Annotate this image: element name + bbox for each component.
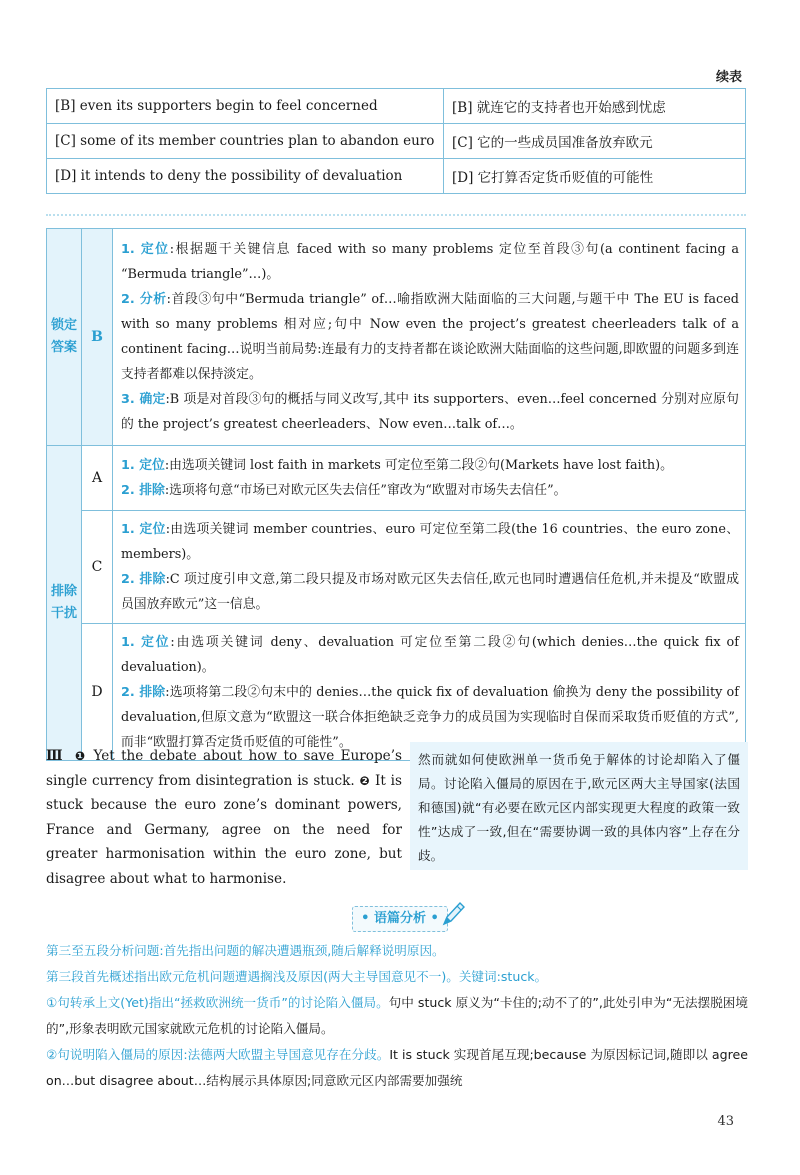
step: 3. 确定:B 项是对首段③句的概括与同义改写,其中 its supporters、even…feel concerned 分别对应原句的 the project’s greatest cheerleaders、Now even…talk of…。 [121, 392, 739, 432]
distractor-explanation [113, 624, 746, 761]
analysis-line: 第三至五段分析问题:首先指出问题的解决遭遇瓶颈,随后解释说明原因。 [46, 943, 445, 958]
paragraph-number: Ⅲ [46, 748, 65, 764]
option-zh: [D] 它打算否定货币贬值的可能性 [444, 159, 746, 194]
step: 1. 定位:根据题干关键信息 faced with so many problems 定位至首段③句(a continent facing a “Bermuda triangle”…)。 [121, 242, 739, 282]
category-label: 排除干扰 [50, 584, 77, 621]
distractor-row-c [47, 511, 746, 624]
sentence: It is stuck because the euro zone’s dominant powers, France and Germany, agree on the need for greater harmonisation within the euro zone, but disagree about what to harmonise. [46, 772, 403, 887]
distractor-category [47, 446, 82, 761]
table-row [47, 89, 746, 124]
options-table [46, 88, 746, 194]
option-letter: D [82, 624, 113, 761]
answer-explanation [113, 229, 746, 446]
analysis-paragraph: ①句转承上文(Yet)指出“拯救欧洲统一货币”的讨论陷入僵局。句中 stuck 原义为“卡住的;动不了的”,此处引申为“无法摆脱困境的”,形象表明欧元国家就欧元危机的讨论陷入僵局。 [46, 995, 748, 1036]
answer-row [47, 229, 746, 446]
option-en: [B] even its supporters begin to feel concerned [47, 89, 444, 124]
distractor-explanation [113, 511, 746, 624]
answer-letter: B [82, 229, 113, 446]
step: 1. 定位:由选项关键词 deny、devaluation 可定位至第二段②句(which denies…the quick fix of devaluation)。 [121, 634, 739, 675]
step: 1. 定位:由选项关键词 member countries、euro 可定位至第二段(the 16 countries、the euro zone、members)。 [121, 522, 739, 562]
step: 2. 排除:选项将第二段②句末中的 denies…the quick fix of devaluation 偷换为 deny the possibility of devaluation,但原文意为“欧盟这一联合体拒绝缺乏竞争力的成员国为实现临时自保而采取货币贬值的方式”,而非“欧盟打算否定货币贬值的可能性”。 [121, 684, 739, 750]
sentence-number-icon: ❷ [359, 773, 371, 788]
pen-icon [438, 898, 468, 928]
sentence: Yet the debate about how to save Europe’s single currency from disintegration is stuck. [46, 748, 403, 789]
table-row [47, 124, 746, 159]
analysis-line: 第三段首先概述指出欧元危机问题遭遇搁浅及原因(两大主导国意见不一)。关键词:stuck。 [46, 969, 548, 984]
distractor-explanation [113, 446, 746, 511]
analysis-table [46, 228, 746, 761]
step: 1. 定位:由选项关键词 lost faith in markets 可定位至第二段②句(Markets have lost faith)。 [121, 458, 673, 473]
option-en: [D] it intends to deny the possibility of devaluation [47, 159, 444, 194]
category-label: 锁定答案 [50, 318, 77, 355]
dotted-divider [46, 214, 746, 216]
heading-frame: • 语篇分析 • [352, 906, 448, 932]
discourse-analysis [46, 938, 748, 1094]
option-letter: C [82, 511, 113, 624]
sentence-number-icon: ❶ [74, 749, 88, 763]
step: 2. 排除:C 项过度引申文意,第二段只提及市场对欧元区失去信任,欧元也同时遭遇信任危机,并未提及“欧盟成员国放弃欧元”这一信息。 [121, 572, 739, 612]
distractor-row-d [47, 624, 746, 761]
translation-box: 然而就如何使欧洲单一货币免于解体的讨论却陷入了僵局。讨论陷入僵局的原因在于,欧元区两大主导国家(法国和德国)就“有必要在欧元区内部实现更大程度的政策一致性”达成了一致,但在“需要协调一致的具体内容”上存在分歧。 [410, 742, 748, 870]
passage-paragraph [46, 744, 402, 891]
page-number: 43 [717, 1114, 734, 1129]
continuation-label: 续表 [715, 70, 742, 85]
analysis-paragraph: ②句说明陷入僵局的原因:法德两大欧盟主导国意见存在分歧。It is stuck 实现首尾互现;because 为原因标记词,随即以 agree on…but disagree about…结构展示具体原因;同意欧元区内部需要加强统 [46, 1047, 748, 1088]
table-row [47, 159, 746, 194]
option-zh: [C] 它的一些成员国准备放弃欧元 [444, 124, 746, 159]
step: 2. 排除:选项将句意“市场已对欧元区失去信任”窜改为“欧盟对市场失去信任”。 [121, 483, 567, 498]
step: 2. 分析:首段③句中“Bermuda triangle” of…喻指欧洲大陆面临的三大问题,与题干中 The EU is faced with so many problems 相对应;句中 Now even the project’s greatest cheerleaders talk of a continent facing…说明当前局势:连最有力的支持者都在谈论欧洲大陆面临的这些问题,即欧盟的问题多到连支持者都难以保持淡定。 [121, 292, 739, 382]
option-letter: A [82, 446, 113, 511]
answer-category [47, 229, 82, 446]
option-en: [C] some of its member countries plan to abandon euro [47, 124, 444, 159]
distractor-row-a [47, 446, 746, 511]
option-zh: [B] 就连它的支持者也开始感到忧虑 [444, 89, 746, 124]
